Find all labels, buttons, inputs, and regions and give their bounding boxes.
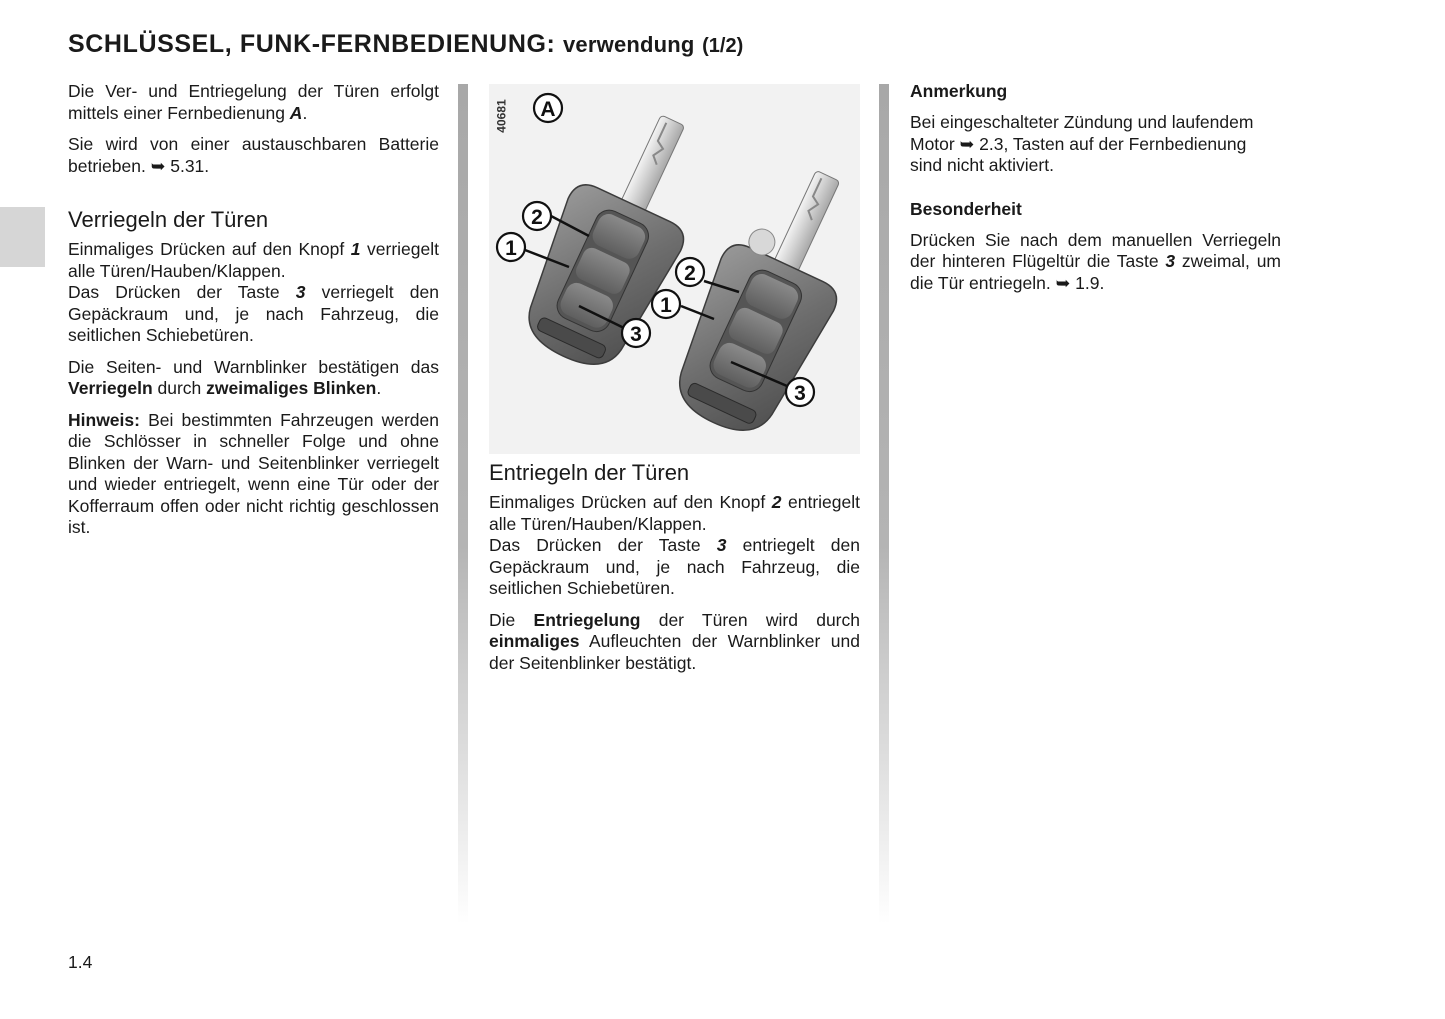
svg-text:1: 1 [660,294,672,317]
unlocking-heading: Entriegeln der Türen [489,460,690,485]
callout-1-right [652,290,680,318]
remote-keys-illustration [489,84,860,454]
figure-code: 40681 [495,99,509,133]
unlocking-paragraph-1: Einmaliges Drücken auf den Knopf 2 entriegelt alle Türen/Hauben/Klappen. [489,492,861,534]
page-number: 1.4 [68,952,93,972]
remark-heading: Anmerkung [910,81,1008,101]
svg-text:2: 2 [531,206,543,229]
locking-note: Hinweis: Bei bestimmten Fahrzeugen werden die Schlösser in schneller Folge und ohne Blinken der Warn- und Seitenblinker verriegelt und wieder entriegelt, wenn eine Tür oder der Kofferraum offen oder nicht richtig geschlossen ist. [68,409,439,537]
intro-paragraph-2: Sie wird von einer austauschbaren Batterie betrieben. ➥ 5.31. [68,134,439,176]
intro-paragraph-1: Die Ver- und Entriegelung der Türen erfolgt mittels einer Fernbedienung A. [68,81,439,123]
svg-text:3: 3 [630,323,642,346]
unlocking-paragraph-2: Das Drücken der Taste 3 entriegelt den Gepäckraum und, je nach Fahrzeug, die seitlichen Schiebetüren. [489,535,860,598]
column-right [910,81,1281,304]
special-text: Drücken Sie nach dem manuellen Verriegeln der hinteren Flügeltür die Taste 3 zweimal, um die Tür entriegeln. ➥ 1.9. [910,229,1281,293]
callout-1-left [497,233,525,261]
locking-paragraph-2: Das Drücken der Taste 3 verriegelt den Gepäckraum und, je nach Fahrzeug, die seitlichen Schiebetüren. [68,282,439,345]
svg-text:3: 3 [794,382,806,405]
svg-text:1: 1 [505,237,517,260]
svg-text:2: 2 [684,262,696,285]
unlocking-paragraph-3: Die Entriegelung der Türen wird durch einmaliges Aufleuchten der Warnblinker und der Seitenblinker bestätigt. [489,609,860,673]
figure-label-a [534,94,562,122]
title-main: SCHLÜSSEL, FUNK-FERNBEDIENUNG: [68,30,556,58]
locking-paragraph-3: Die Seiten- und Warnblinker bestätigen das Verriegeln durch zweimaliges Blinken. [68,356,439,398]
note-label: Hinweis: [68,409,140,430]
title-part: (1/2) [702,35,744,57]
callout-3-right [786,378,814,406]
column-divider-right [879,84,889,924]
special-heading: Besonderheit [910,198,1022,219]
column-divider-left [458,84,468,924]
section-tab-marker [0,207,45,267]
title-suffix: verwendung [563,32,695,57]
svg-text:A: A [540,98,556,121]
remote-ref-a: A [289,102,303,123]
callout-2-left [523,202,551,230]
callout-3-left [622,319,650,347]
page-title [68,30,743,59]
locking-heading: Verriegeln der Türen [68,207,269,232]
callout-2-right [676,258,704,286]
locking-paragraph-1: Einmaliges Drücken auf den Knopf 1 verriegelt alle Türen/Hauben/Klappen. [68,239,440,281]
column-middle [489,460,860,684]
remark-text: Bei eingeschalteter Zündung und laufendem Motor ➥ 2.3, Tasten auf der Fernbedienung sind nicht aktiviert. [910,112,1254,175]
remote-key-right [657,150,860,449]
remote-key-figure [489,84,860,454]
column-left [68,81,439,549]
